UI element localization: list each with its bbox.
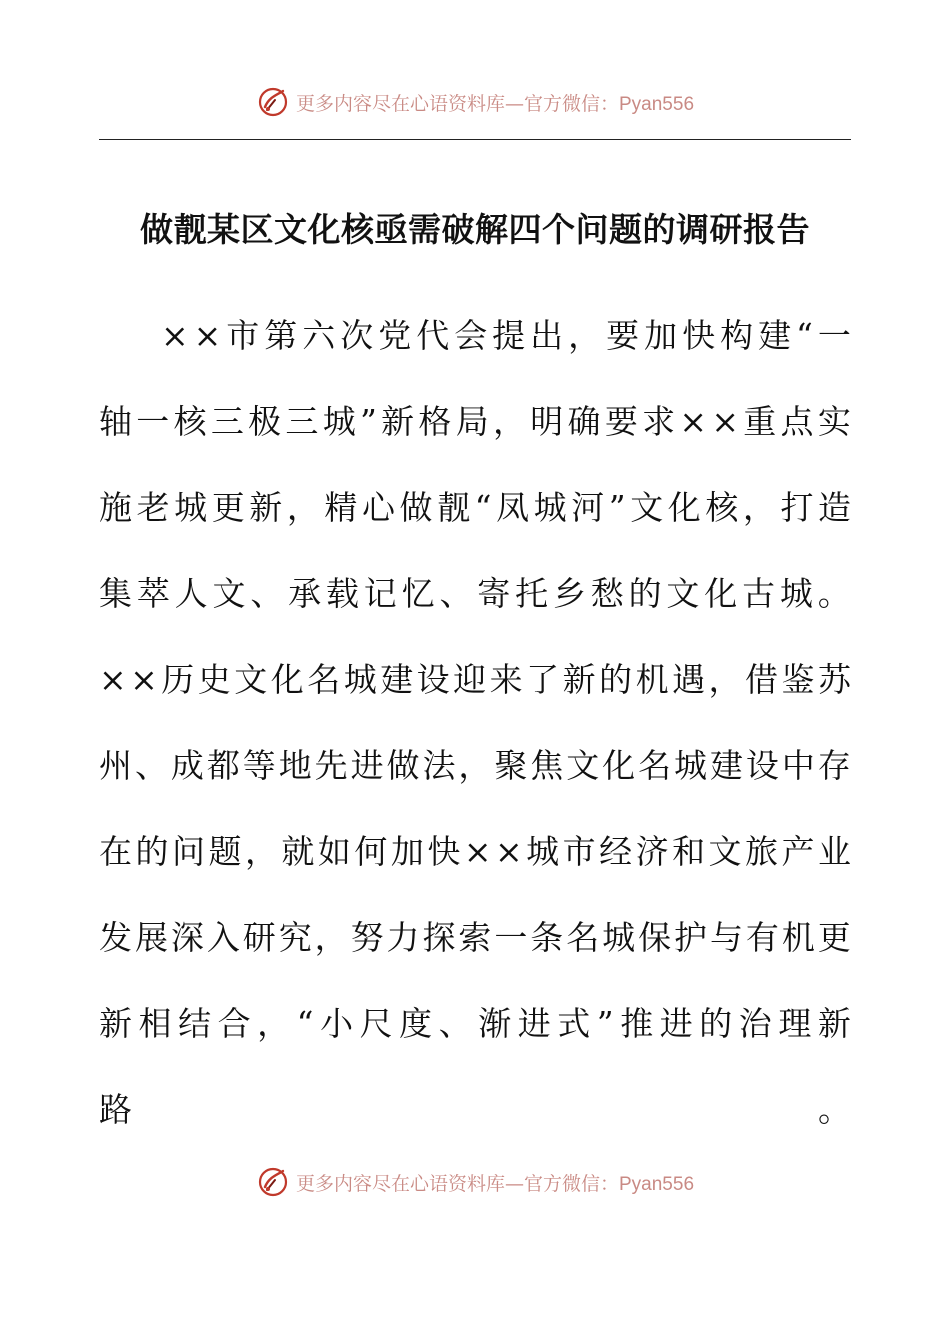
header-rule [99,139,851,140]
watermark-text-cn: 更多内容尽在心语资料库—官方微信： [295,1172,619,1195]
body-line: 发 展 深 入 研 究 ， 努 力 探 索 一 条 名 城 保 护 与 有 机 更 [99,918,851,957]
pen-swirl-logo-icon [256,1165,290,1199]
body-line: 轴 一 核 三 极 三 城 ” 新 格 局 ， 明 确 要 求 × × 重 点 实 [99,402,851,441]
watermark-text [296,89,694,116]
body-line: × × 历 史 文 化 名 城 建 设 迎 来 了 新 的 机 遇 ， 借 鉴 苏 [99,660,851,699]
watermark-wechat-id: Pyan556 [619,1173,695,1195]
document-title: 做靓某区文化核亟需破解四个问题的调研报告 [140,210,810,249]
body-line: 路 。 [99,1090,851,1129]
watermark-text-cn: 更多内容尽在心语资料库—官方微信： [295,92,619,115]
watermark-text [296,1169,694,1196]
body-line: 施 老 城 更 新 ， 精 心 做 靓 “ 凤 城 河 ” 文 化 核 ， 打 造 [99,488,851,527]
body-line: 在 的 问 题 ， 就 如 何 加 快 × × 城 市 经 济 和 文 旅 产 业 [99,832,851,871]
footer-watermark [0,1162,950,1202]
body-line: 集 萃 人 文 、 承 载 记 忆 、 寄 托 乡 愁 的 文 化 古 城 。 [99,574,851,613]
body-line: 州 、 成 都 等 地 先 进 做 法 ， 聚 焦 文 化 名 城 建 设 中 存 [99,746,851,785]
body-line: × × 市 第 六 次 党 代 会 提 出 ， 要 加 快 构 建 “ 一 [161,316,851,355]
header-watermark [0,82,950,122]
pen-swirl-logo-icon [256,85,290,119]
watermark-wechat-id: Pyan556 [619,93,695,115]
body-line: 新 相 结 合 ， “ 小 尺 度 、 渐 进 式 ” 推 进 的 治 理 新 [99,1004,851,1043]
document-body [99,304,851,1164]
